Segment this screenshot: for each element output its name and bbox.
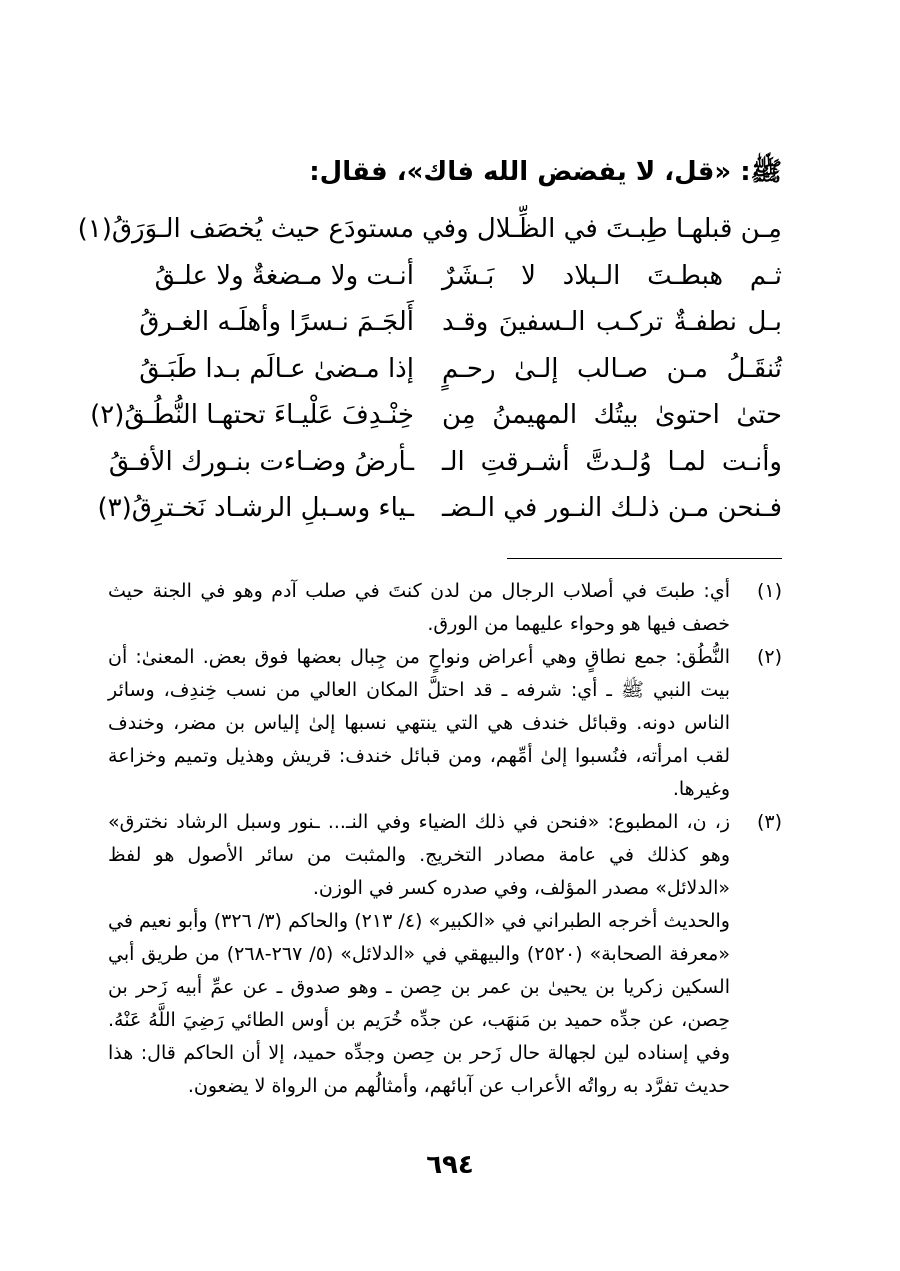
verse-second-hemistich: أَلجَـمَ نـسرًا وأهلَـه الغـرقُ <box>139 307 414 337</box>
verse-second-hemistich: ـياء وسـبلِ الرشـاد نَخـترِقُ(٣) <box>97 493 414 523</box>
footnote-separator <box>507 558 782 559</box>
poem-verse <box>97 485 782 531</box>
footnote-paragraph: والحديث أخرجه الطبراني في «الكبير» (٤/ ٢١٣) والحاكم (٣/ ٣٢٦) وأبو نعيم في «معرفة الصحابة» (٢٥٢٠) والبيهقي في «الدلائل» (٥/ ٢٦٧-٢٦٨) من طريق أبي السكين زكريا بن يحيىٰ بن عمر بن حِصن ـ وهو صدوق ـ عن عمِّ أبيه زَحر بن حِصن، عن جدِّه حميد بن مَنهَب، عن جدِّه خُرَيم بن أوس الطائي رَضِيَ اللَّهُ عَنْهُ. وفي إسناده لين لجهالة حال زَحر بن حِصن وجدِّه حميد، إلا أن الحاكم قال: هذا حديث تفرَّد به رواتُه الأعراب عن آبائهم، وأمثالُهم من الرواة لا يضعون. <box>108 910 730 1097</box>
verse-second-hemistich: إذا مـضىٰ عـالَم بـدا طَبَـقُ <box>139 353 414 384</box>
verse-first-hemistich: حتىٰ احتوىٰ بيتُك المهيمنُ مِن <box>442 400 782 430</box>
footnote-paragraph: النُّطُق: جمع نطاقٍ وهي أعراض ونواحٍ من جِبال بعضها فوق بعض. المعنىٰ: أن بيت النبي ﷺ ـ أي: شرفه ـ قد احتلَّ المكان العالي من نسب خِندِف، وسائر الناس دونه. وقبائل خندف هي التي ينتهي نسبها إلىٰ إلياس بن مضر، وخندف لقب امرأته، فنُسبوا إلىٰ أمِّهم، ومن قبائل خندف: قريش وهذيل وتميم وخزاعة وغيرها. <box>108 646 730 800</box>
footnote-number: (٣) <box>756 811 782 833</box>
intro-line: ﷺ: «قل، لا يفضض الله فاك»، فقال: <box>309 157 782 187</box>
poem <box>77 206 782 532</box>
footnote-body <box>108 575 730 641</box>
verse-first-hemistich: ثـم هبطـتَ الـبلاد لا بَـشَرٌ <box>442 260 782 291</box>
verse-first-hemistich: مِـن قبلهـا طِبـتَ في الظِّـلال وفي <box>421 214 782 244</box>
footnote-body <box>108 806 730 1103</box>
verse-first-hemistich: بـل نطفـةٌ تركـب الـسفينَ وقـد <box>442 307 782 337</box>
footnote-number: (٢) <box>756 646 782 668</box>
poem-verse <box>108 439 782 485</box>
footnote <box>108 806 782 1103</box>
poem-verse <box>114 346 782 392</box>
footnote-body <box>108 641 730 806</box>
verse-first-hemistich: فـنحن مـن ذلـك النـور في الـضـ <box>442 493 782 523</box>
footnote <box>108 575 782 641</box>
poem-verse <box>114 299 782 345</box>
footnote-paragraph: أي: طبتَ في أصلاب الرجال من لدن كنتَ في صلب آدم وهو في الجنة حيث خصف فيها هو وحواء عليهما من الورق. <box>108 580 730 635</box>
poem-verse <box>114 253 782 299</box>
verse-second-hemistich: أنـت ولا مـضغةٌ ولا علـقُ <box>154 260 414 291</box>
verse-second-hemistich: ـأرضُ وضـاءت بنـورك الأفـقُ <box>108 446 414 477</box>
footnote <box>108 641 782 806</box>
poem-verse <box>90 392 782 438</box>
verse-second-hemistich: خِنْـدِفَ عَلْيـاءَ تحتهـا النُّطُـقُ(٢) <box>90 400 414 430</box>
poem-verse <box>77 206 782 252</box>
footnotes <box>108 575 782 1103</box>
page-number: ٦٩٤ <box>426 1150 474 1180</box>
verse-first-hemistich: تُنقَـلُ مـن صـالب إلـىٰ رحـمٍ <box>442 353 782 384</box>
footnote-paragraph: ز، ن، المطبوع: «فنحن في ذلك الضياء وفي النـ... ـنور وسبل الرشاد نخترق» وهو كذلك في عامة مصادر التخريج. والمثبت من سائر الأصول هو لفظ «الدلائل» مصدر المؤلف، وفي صدره كسر في الوزن. <box>108 811 730 899</box>
footnote-number: (١) <box>756 580 782 602</box>
verse-first-hemistich: وأنـت لمـا وُلـدتَّ أشـرقتِ الـ <box>442 446 782 477</box>
verse-second-hemistich: مستودَع حيث يُخصَف الـوَرَقُ(١) <box>77 214 414 244</box>
